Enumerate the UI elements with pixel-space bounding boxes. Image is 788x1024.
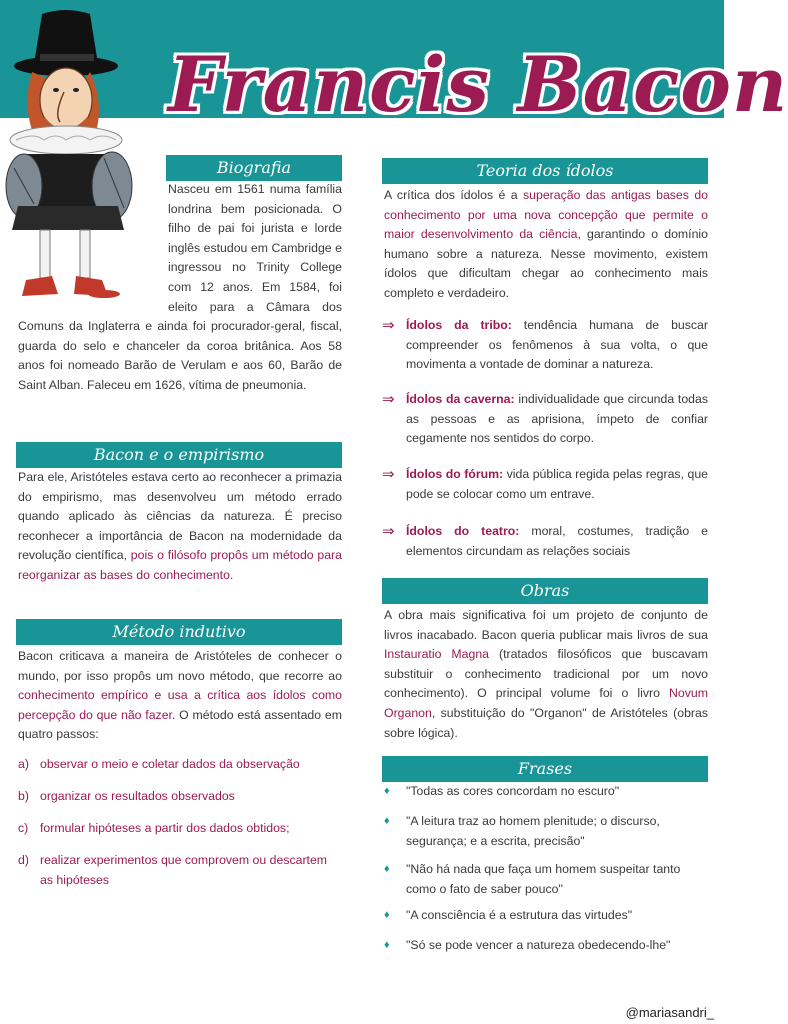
- obras-highlight-instauratio: Instauratio Magna: [384, 647, 489, 662]
- idol-name: Ídolos da caverna:: [406, 392, 515, 406]
- step-label: b): [18, 789, 29, 803]
- section-header-frases: Frases: [382, 756, 708, 782]
- idolos-intro-highlight: superação das antigas bases do conhecimento por uma nova concepção que permite o maior desenvolvimento da ciência: [384, 188, 708, 242]
- arrow-icon: ⇒: [382, 391, 395, 408]
- section-header-metodo: Método indutivo: [16, 619, 342, 645]
- section-header-empirismo: Bacon e o empirismo: [16, 442, 342, 468]
- list-item: [18, 851, 342, 891]
- idol-item: [382, 390, 708, 449]
- obras-text: A obra mais significativa foi um projeto de conjunto de livros inacabado. Bacon queria publicar mais livros de sua Instauratio Magna (tratados filosóficos que buscavam substituir o conhecimento tradicional por um novo conhecimento). O principal volume foi o livro Novum Organon, substituição do "Organon" de Aristóteles (obras sobre lógica).: [384, 608, 708, 740]
- diamond-bullet-icon: ♦: [384, 863, 390, 875]
- quote-text: "A leitura traz ao homem plenitude; o discurso, segurança; e a escrita, precisão": [406, 814, 660, 848]
- diamond-bullet-icon: ♦: [384, 939, 390, 951]
- biografia-text: Nasceu em 1561 numa família londrina bem posicionada. O filho de pai foi jurista e lorde inglês estudou em Cambridge e ingressou no Trinity College com 12 anos. Em 1584, foi eleito para a Câmara dos Comuns da Inglaterra e ainda foi procurador-geral, fiscal, guarda do selo e chanceler da coroa britânica. Aos 58 anos foi nomeado Barão de Verulam e aos 60, Barão de Saint Alban. Faleceu em 1626, vítima de pneumonia.: [18, 182, 342, 392]
- idol-item: [382, 522, 708, 561]
- quote-item: [384, 860, 708, 899]
- obras-highlight-novum-organon: Novum Organon: [384, 686, 708, 720]
- quote-item: [384, 906, 708, 926]
- page-title: Francis Bacon: [168, 40, 788, 129]
- quote-text: "A consciência é a estrutura das virtudes": [406, 908, 633, 922]
- diamond-bullet-icon: ♦: [384, 909, 390, 921]
- section-header-idolos: Teoria dos ídolos: [382, 158, 708, 184]
- step-text: formular hipóteses a partir dos dados obtidos;: [40, 821, 290, 835]
- idol-name: Ídolos do fórum:: [406, 467, 504, 481]
- quote-item: [384, 936, 708, 956]
- step-text: realizar experimentos que comprovem ou descartem as hipóteses: [40, 853, 328, 887]
- step-label: c): [18, 821, 29, 835]
- empirismo-text: Para ele, Aristóteles estava certo ao reconhecer a primazia do empirismo, mas desenvolveu um método errado quando aplicado às ciências da natureza. É preciso reconhecer a importância de Bacon na modernidade da revolução científica, pois o filósofo propôs um método para reorganizar as bases do conhecimento.: [18, 470, 342, 582]
- idol-text: tendência humana de buscar compreender os fenômenos à sua volta, o que movimenta a vontade de dominar a natureza.: [406, 318, 708, 372]
- empirismo-highlight: pois o filósofo propôs um método para reorganizar as bases do conhecimento.: [18, 548, 342, 582]
- metodo-text: Bacon criticava a maneira de Aristóteles de conhecer o mundo, por isso propôs um novo método, que recorre ao conhecimento empírico e usa a crítica aos ídolos como percepção do que não fazer. O método está assentado em quatro passos:: [18, 649, 342, 742]
- idol-item: [382, 316, 708, 375]
- diamond-bullet-icon: ♦: [384, 815, 390, 827]
- idol-name: Ídolos do teatro:: [406, 524, 520, 538]
- arrow-icon: ⇒: [382, 466, 395, 483]
- quote-item: [384, 812, 708, 851]
- author-signature: @mariasandri_: [625, 1005, 714, 1020]
- metodo-highlight: conhecimento empírico e usa a crítica aos ídolos como percepção do que não fazer.: [18, 688, 342, 722]
- idol-text: individualidade que circunda todas as pessoas e as aprisiona, ímpeto de confiar cegamente nos sentidos do corpo.: [406, 392, 708, 446]
- step-text: observar o meio e coletar dados da observação: [40, 757, 300, 771]
- section-header-biografia: Biografia: [166, 155, 342, 181]
- arrow-icon: ⇒: [382, 317, 395, 334]
- step-label: a): [18, 757, 29, 771]
- step-label: d): [18, 853, 29, 867]
- quote-text: "Todas as cores concordam no escuro": [406, 784, 620, 798]
- step-text: organizar os resultados observados: [40, 789, 235, 803]
- arrow-icon: ⇒: [382, 523, 395, 540]
- section-header-obras: Obras: [382, 578, 708, 604]
- idol-text: vida pública regida pelas regras, que pode se colocar como um entrave.: [406, 467, 708, 501]
- idol-item: [382, 465, 708, 504]
- quote-item: [384, 782, 708, 802]
- quote-text: "Não há nada que faça um homem suspeitar tanto como o fato de saber pouco": [406, 862, 681, 896]
- diamond-bullet-icon: ♦: [384, 785, 390, 797]
- idolos-intro: A crítica dos ídolos é a superação das antigas bases do conhecimento por uma nova concepção que permite o maior desenvolvimento da ciência, garantindo o domínio humano sobre a natureza. Nesse movimento, existem ídolos que dificultam chegar ao conhecimento mais completo e verdadeiro.: [384, 188, 709, 300]
- biografia-text-block: [18, 180, 342, 396]
- idol-name: Ídolos da tribo:: [406, 318, 512, 332]
- idol-text: moral, costumes, tradição e elementos circundam as relações sociais: [406, 524, 708, 558]
- quote-text: "Só se pode vencer a natureza obedecendo-lhe": [406, 938, 671, 952]
